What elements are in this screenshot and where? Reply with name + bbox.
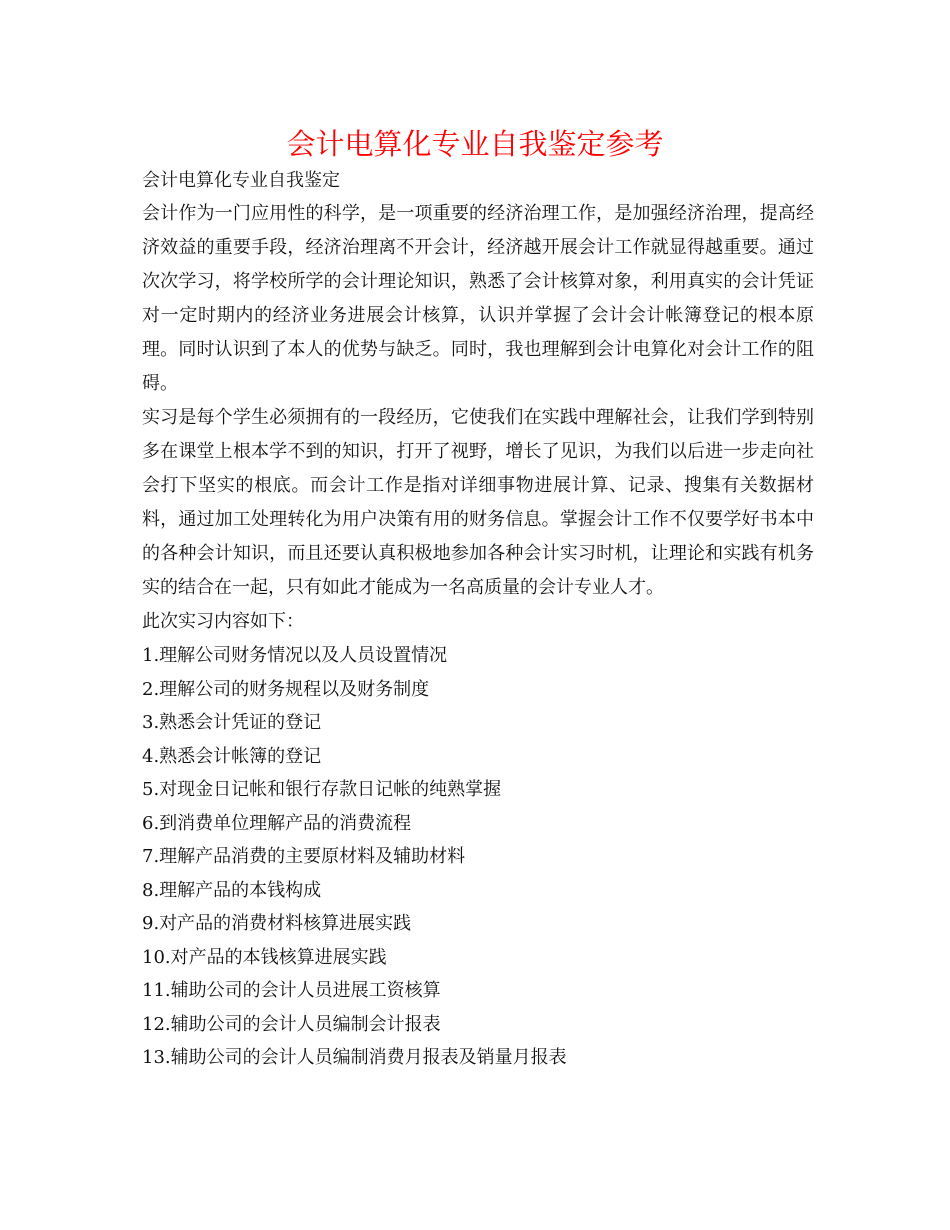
- list-item: 13.辅助公司的会计人员编制消费月报表及销量月报表: [142, 1047, 567, 1068]
- list-item: 12.辅助公司的会计人员编制会计报表: [142, 1013, 441, 1035]
- list-item: 9.对产品的消费材料核算进展实践: [142, 913, 412, 934]
- list-item: 4.熟悉会计帐簿的登记: [142, 745, 322, 767]
- list-item: 1.理解公司财务情况以及人员设置情况: [142, 645, 448, 666]
- list-item: 8.理解产品的本钱构成: [142, 879, 322, 901]
- document-title: 会计电算化专业自我鉴定参考: [286, 127, 664, 161]
- list-intro: 此次实习内容如下：: [142, 611, 304, 632]
- list-item: 5.对现金日记帐和银行存款日记帐的纯熟掌握: [142, 779, 502, 800]
- list-item: 11.辅助公司的会计人员进展工资核算: [142, 980, 441, 1001]
- list-item: 7.理解产品消费的主要原材料及辅助材料: [142, 846, 466, 867]
- paragraph-internship: 实习是每个学生必须拥有的一段经历，它使我们在实践中理解社会，让我们学到特别多在课堂上根本学不到的知识，打开了视野，增长了见识，为我们以后进一步走向社会打下坚实的根底。而会计工作是指对详细事物进展计算、记录、搜集有关数据材料，通过加工处理转化为用户决策有用的财务信息。掌握会计工作不仅要学好书本中的各种会计知识，而且还要认真积极地参加各种会计实习时机，让理论和实践有机务实的结合在一起，只有如此才能成为一名高质量的会计专业人才。: [142, 407, 814, 598]
- internship-content-list: [142, 639, 814, 1075]
- paragraph-intro: 会计作为一门应用性的科学，是一项重要的经济治理工作，是加强经济治理，提高经济效益的重要手段，经济治理离不开会计，经济越开展会计工作就显得越重要。通过次次学习，将学校所学的会计理论知识，熟悉了会计核算对象，利用真实的会计凭证对一定时期内的经济业务进展会计核算，认识并掌握了会计会计帐簿登记的根本原理。同时认识到了本人的优势与缺乏。同时，我也理解到会计电算化对会计工作的阻碍。: [142, 203, 814, 394]
- list-item: 2.理解公司的财务规程以及财务制度: [142, 678, 430, 700]
- list-item: 6.到消费单位理解产品的消费流程: [142, 812, 412, 834]
- document-subtitle: 会计电算化专业自我鉴定: [142, 170, 340, 191]
- document-body: [142, 165, 814, 1075]
- list-item: 3.熟悉会计凭证的登记: [142, 712, 322, 733]
- list-item: 10.对产品的本钱核算进展实践: [142, 946, 387, 968]
